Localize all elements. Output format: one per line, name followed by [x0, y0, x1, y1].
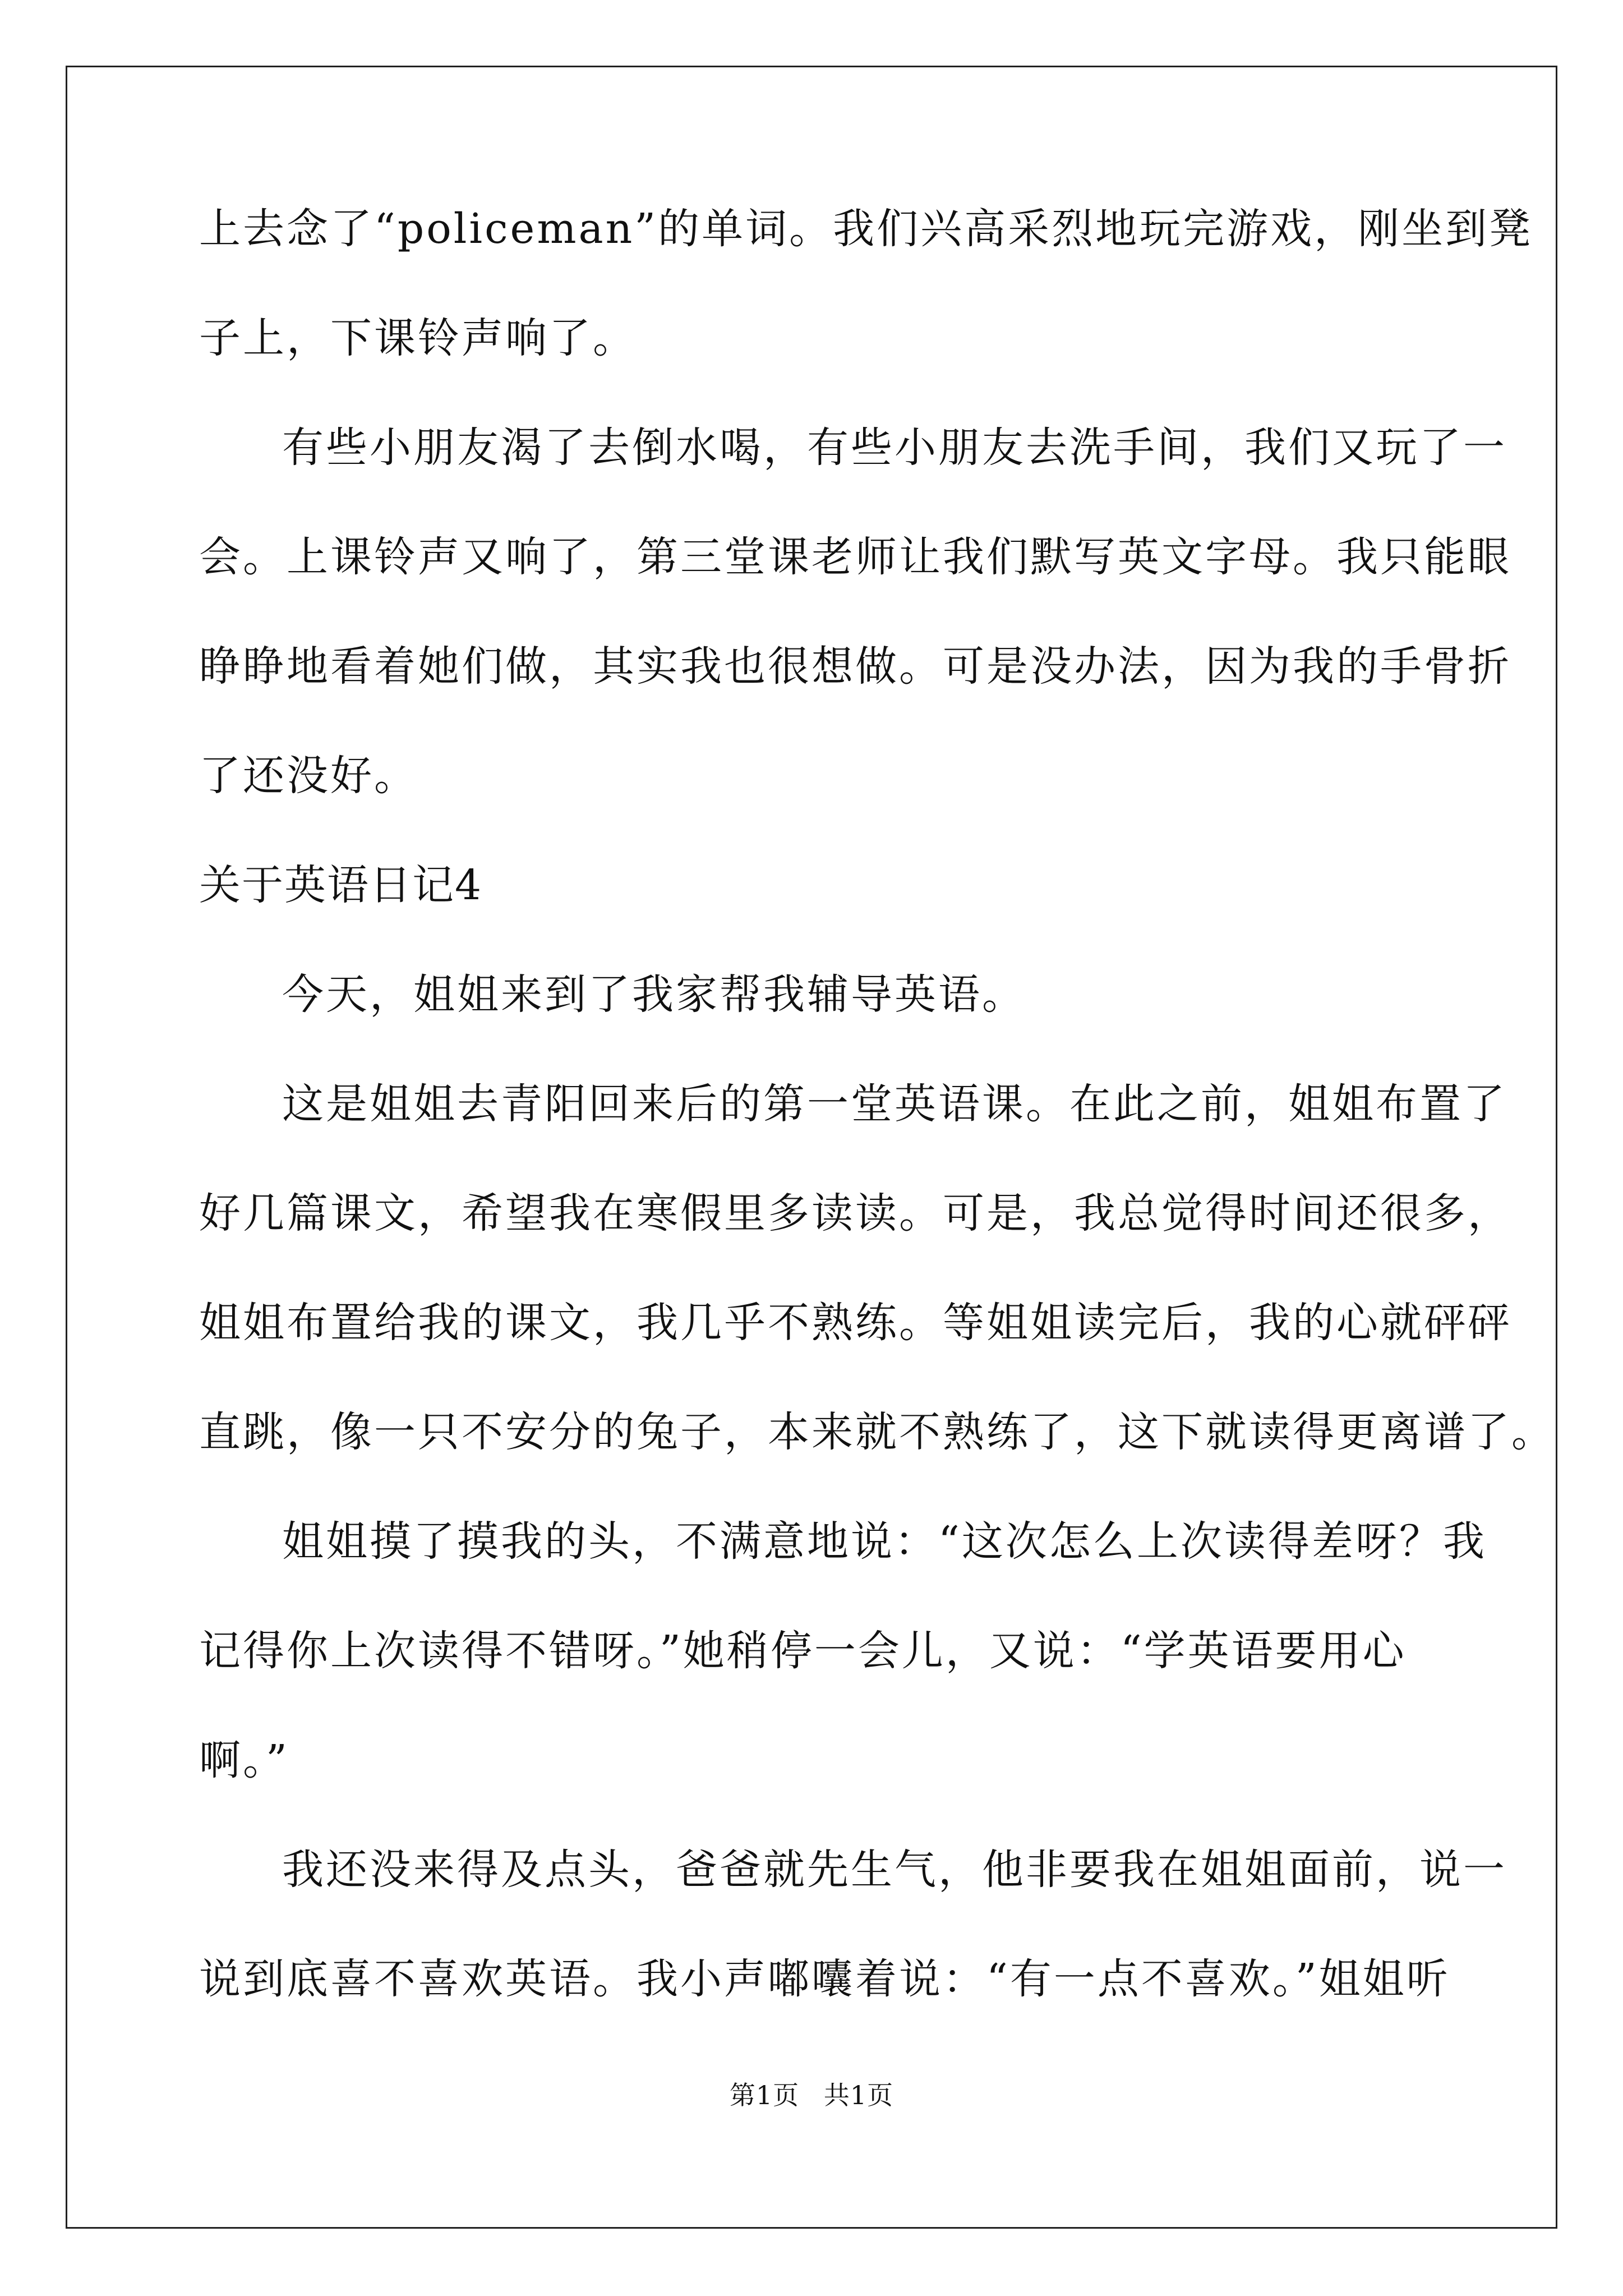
text-line: 记得你上次读得不错呀。”她稍停一会儿，又说：“学英语要用心	[199, 1627, 1407, 1675]
paragraph-start-line: 有些小朋友渴了去倒水喝，有些小朋友去洗手间，我们又玩了一	[282, 424, 1507, 472]
text-line: 直跳，像一只不安分的兔子，本来就不熟练了，这下就读得更离谱了。	[199, 1408, 1555, 1456]
text-line: 姐姐布置给我的课文，我几乎不熟练。等姐姐读完后，我的心就砰砰	[199, 1299, 1511, 1347]
text-line: 好几篇课文，希望我在寒假里多读读。可是，我总觉得时间还很多，	[199, 1189, 1511, 1237]
paragraph-start-line: 我还没来得及点头，爸爸就先生气，他非要我在姐姐面前，说一	[282, 1846, 1507, 1894]
section-heading: 关于英语日记4	[199, 861, 483, 909]
text-line: 子上，下课铃声响了。	[199, 314, 637, 362]
text-line: 会。上课铃声又响了，第三堂课老师让我们默写英文字母。我只能眼	[199, 533, 1511, 581]
page-number-total: 共1页	[823, 2080, 894, 2110]
page-number-current: 第1页	[729, 2080, 800, 2110]
text-line: 了还没好。	[199, 752, 418, 800]
text-line: 啊。”	[199, 1736, 289, 1784]
text-line: 说到底喜不喜欢英语。我小声嘟囔着说：“有一点不喜欢。”姐姐听	[199, 1955, 1450, 2003]
paragraph-start-line: 姐姐摸了摸我的头，不满意地说：“这次怎么上次读得差呀？我	[282, 1517, 1487, 1566]
paragraph-start-line: 这是姐姐去青阳回来后的第一堂英语课。在此之前，姐姐布置了	[282, 1080, 1507, 1128]
text-line: 睁睁地看着她们做，其实我也很想做。可是没办法，因为我的手骨折	[199, 642, 1511, 691]
page-footer	[0, 2078, 1623, 2112]
page-border	[66, 66, 1557, 2229]
paragraph-start-line: 今天，姐姐来到了我家帮我辅导英语。	[282, 970, 1026, 1019]
text-line: 上去念了“policeman”的单词。我们兴高采烈地玩完游戏，刚坐到凳	[199, 205, 1533, 253]
